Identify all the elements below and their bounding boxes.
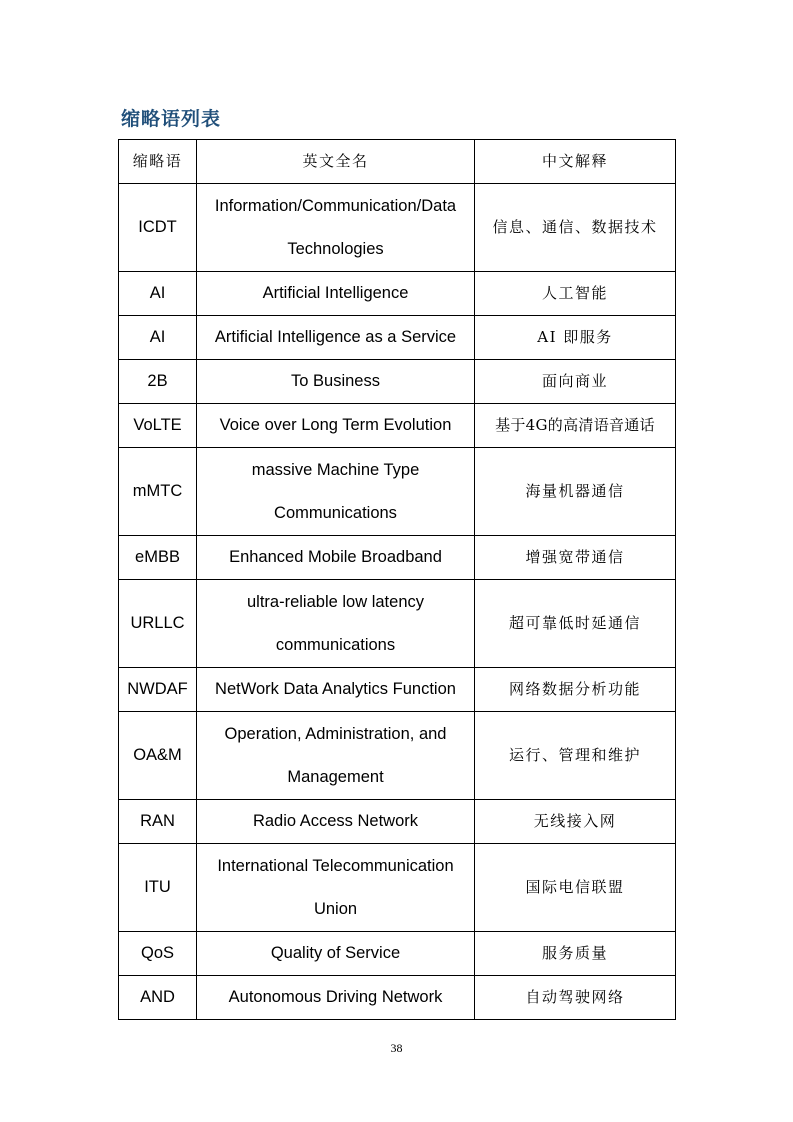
abbr-cell: URLLC [119, 580, 197, 668]
english-cell: Radio Access Network [197, 800, 475, 844]
chinese-cell: 运行、管理和维护 [475, 712, 676, 800]
page-title: 缩略语列表 [121, 108, 222, 130]
table-row [119, 844, 676, 932]
table-row [119, 360, 676, 404]
english-cell: Artificial Intelligence [197, 272, 475, 316]
abbr-cell: AND [119, 976, 197, 1020]
chinese-cell: 网络数据分析功能 [475, 668, 676, 712]
chinese-cell: 人工智能 [475, 272, 676, 316]
chinese-cell: 服务质量 [475, 932, 676, 976]
abbr-cell: 2B [119, 360, 197, 404]
chinese-cell: 超可靠低时延通信 [475, 580, 676, 668]
abbr-cell: OA&M [119, 712, 197, 800]
chinese-cell: 国际电信联盟 [475, 844, 676, 932]
chinese-cell: 面向商业 [475, 360, 676, 404]
table-row [119, 536, 676, 580]
abbr-cell: AI [119, 272, 197, 316]
english-cell: massive Machine Type Communications [197, 448, 475, 536]
english-cell: Information/Communication/Data Technologies [197, 184, 475, 272]
chinese-cell: 海量机器通信 [475, 448, 676, 536]
abbr-cell: RAN [119, 800, 197, 844]
table-row [119, 404, 676, 448]
english-cell: To Business [197, 360, 475, 404]
abbr-cell: mMTC [119, 448, 197, 536]
abbr-cell: NWDAF [119, 668, 197, 712]
chinese-cell: 自动驾驶网络 [475, 976, 676, 1020]
table-row [119, 712, 676, 800]
table-row [119, 316, 676, 360]
english-cell: ultra-reliable low latency communications [197, 580, 475, 668]
english-cell: International Telecommunication Union [197, 844, 475, 932]
english-cell: Artificial Intelligence as a Service [197, 316, 475, 360]
english-cell: Enhanced Mobile Broadband [197, 536, 475, 580]
abbr-cell: eMBB [119, 536, 197, 580]
english-cell: Voice over Long Term Evolution [197, 404, 475, 448]
chinese-cell: 增强宽带通信 [475, 536, 676, 580]
abbreviation-table [118, 139, 676, 1020]
table-row [119, 976, 676, 1020]
chinese-cell: 无线接入网 [475, 800, 676, 844]
column-header-chinese-explanation: 中文解释 [475, 140, 676, 184]
chinese-cell: 信息、通信、数据技术 [475, 184, 676, 272]
table-row [119, 932, 676, 976]
table-header-row [119, 140, 676, 184]
english-cell: NetWork Data Analytics Function [197, 668, 475, 712]
abbr-cell: AI [119, 316, 197, 360]
table-row [119, 184, 676, 272]
abbr-cell: ITU [119, 844, 197, 932]
column-header-abbreviation: 缩略语 [119, 140, 197, 184]
table-row [119, 448, 676, 536]
table-row [119, 580, 676, 668]
table-row [119, 668, 676, 712]
column-header-english-name: 英文全名 [197, 140, 475, 184]
page-number: 38 [390, 1041, 403, 1055]
table-row [119, 272, 676, 316]
english-cell: Autonomous Driving Network [197, 976, 475, 1020]
chinese-cell: AI 即服务 [475, 316, 676, 360]
english-cell: Operation, Administration, and Management [197, 712, 475, 800]
abbr-cell: QoS [119, 932, 197, 976]
english-cell: Quality of Service [197, 932, 475, 976]
abbr-cell: VoLTE [119, 404, 197, 448]
abbr-cell: ICDT [119, 184, 197, 272]
chinese-cell: 基于4G的高清语音通话 [475, 404, 676, 448]
table-row [119, 800, 676, 844]
